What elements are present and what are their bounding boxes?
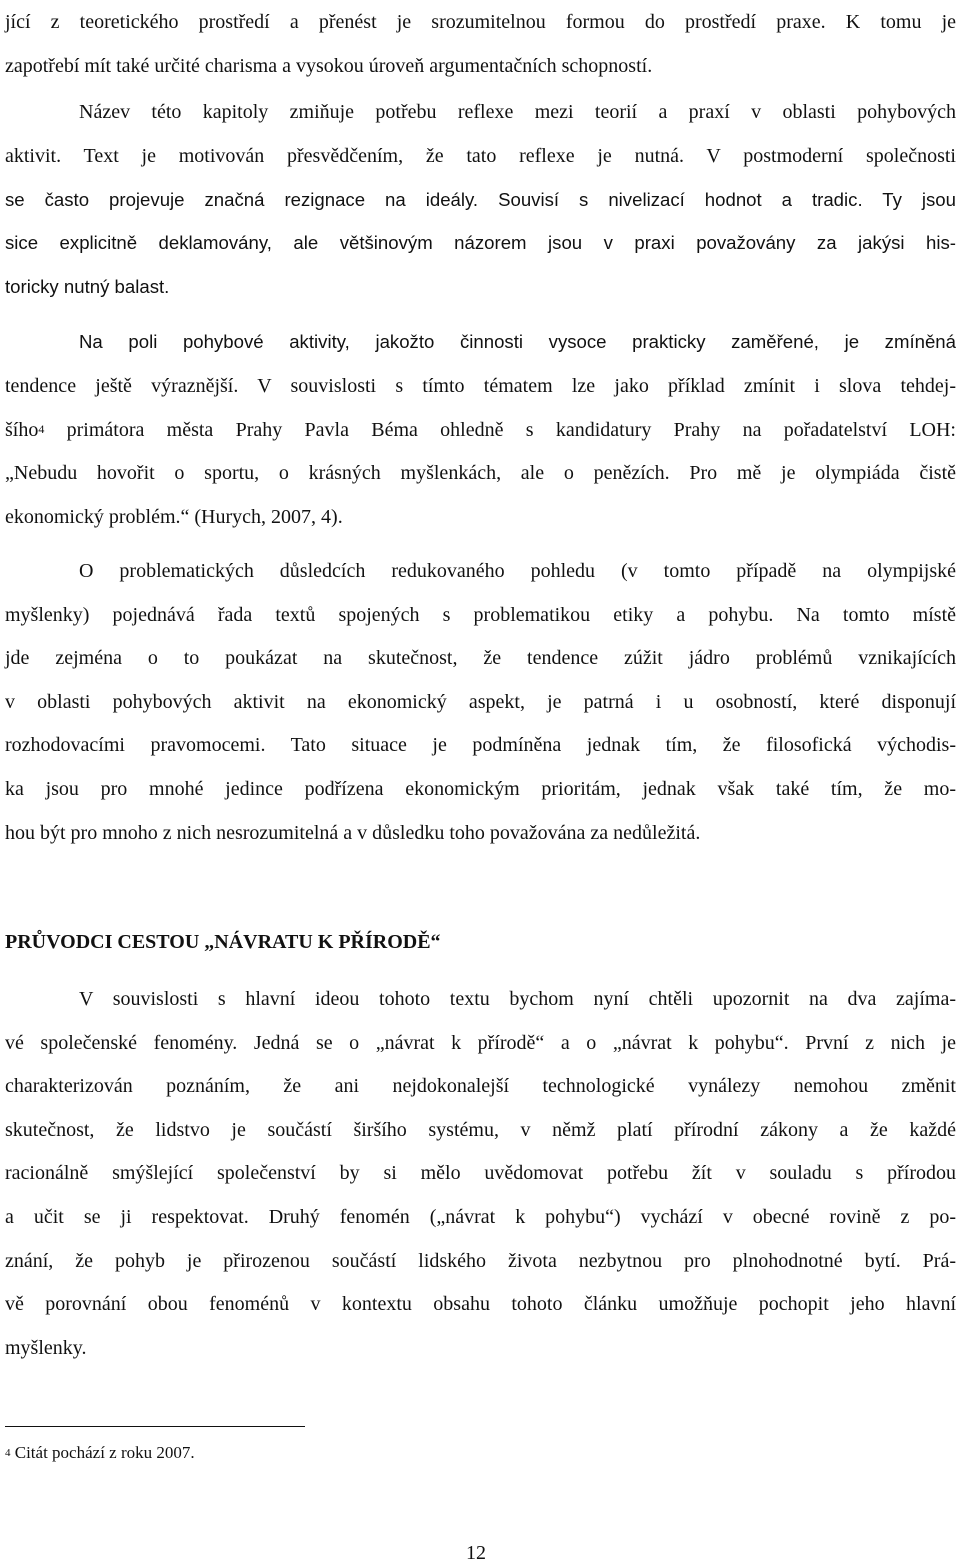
text-line: jící z teoretického prostředí a přenést je srozumitelnou formou do prostředí praxe. K tomu je — [5, 11, 956, 33]
text-line: myšlenky) pojednává řada textů spojených s problematikou etiky a pohybu. Na tomto místě — [5, 604, 956, 626]
footnote-separator — [5, 1426, 305, 1427]
text-line: hou být pro mnoho z nich nesrozumitelná a v důsledku toho považována za nedůležitá. — [5, 822, 701, 844]
text-line: se často projevuje značná rezignace na ideály. Souvisí s nivelizací hodnot a tradic. Ty jsou — [5, 189, 956, 210]
text-line: v oblasti pohybových aktivit na ekonomický aspekt, je patrná i u osobností, které disponují — [5, 691, 956, 713]
footnote-number: 4 — [5, 1447, 11, 1459]
text-line: O problematických důsledcích redukovaného pohledu (v tomto případě na olympijské — [79, 560, 956, 582]
text-line: jde zejména o to poukázat na skutečnost, že tendence zúžit jádro problémů vznikajících — [5, 647, 956, 669]
section-heading: PRŮVODCI CESTOU „NÁVRATU K PŘÍRODĚ“ — [5, 931, 441, 953]
footnote-text: Citát pochází z roku 2007. — [10, 1443, 195, 1462]
text-line: myšlenky. — [5, 1337, 87, 1359]
footnote — [5, 1441, 195, 1465]
text-line: ekonomický problém.“ (Hurych, 2007, 4). — [5, 506, 343, 528]
footnote-reference: 4 — [38, 422, 45, 436]
text-line: skutečnost, že lidstvo je součástí širšího systému, v němž platí přírodní zákony a že každé — [5, 1119, 956, 1141]
text-line — [5, 417, 956, 443]
text-line: znání, že pohyb je přirozenou součástí lidského života nezbytnou pro plnohodnotné bytí. Prá- — [5, 1250, 956, 1272]
text-line: V souvislosti s hlavní ideou tohoto textu bychom nyní chtěli upozornit na dva zajíma- — [79, 988, 956, 1010]
text-line: charakterizován poznáním, že ani nejdokonalejší technologické vynálezy nemohou změnit — [5, 1075, 956, 1097]
text-fragment: šího — [5, 419, 39, 441]
text-line: rozhodovacími pravomocemi. Tato situace je podmíněna jednak tím, že filosofická východis- — [5, 734, 956, 756]
text-fragment: primátora města Prahy Pavla Béma ohledně s kandidatury Prahy na pořadatelství LOH: — [44, 419, 956, 441]
text-line: aktivit. Text je motivován přesvědčením, že tato reflexe je nutná. V postmoderní společnosti — [5, 145, 956, 167]
text-line: vě porovnání obou fenoménů v kontextu obsahu tohoto článku umožňuje pochopit jeho hlavní — [5, 1293, 956, 1315]
text-line: toricky nutný balast. — [5, 276, 170, 297]
text-line: „Nebudu hovořit o sportu, o krásných myšlenkách, ale o penězích. Pro mě je olympiáda čistě — [5, 462, 956, 484]
text-line: sice explicitně deklamovány, ale většinovým názorem jsou v praxi považovány za jakýsi his- — [5, 232, 956, 253]
text-line: tendence ještě výraznější. V souvislosti s tímto tématem lze jako příklad zmínit i slova tehdej- — [5, 375, 956, 397]
text-line: racionálně smýšlející společenství by si mělo uvědomovat potřebu žít v souladu s přírodou — [5, 1162, 956, 1184]
text-line: vé společenské fenomény. Jedná se o „návrat k přírodě“ a o „návrat k pohybu“. První z nich je — [5, 1032, 956, 1054]
text-line: ka jsou pro mnohé jedince podřízena ekonomickým prioritám, jednak však také tím, že mo- — [5, 778, 956, 800]
page-number: 12 — [466, 1542, 486, 1564]
text-line: a učit se ji respektovat. Druhý fenomén („návrat k pohybu“) vychází v obecné rovině z po- — [5, 1206, 956, 1228]
text-line: zapotřebí mít také určité charisma a vysokou úroveň argumentačních schopností. — [5, 55, 653, 77]
text-line: Na poli pohybové aktivity, jakožto činnosti vysoce prakticky zaměřené, je zmíněná — [79, 331, 956, 352]
text-line: Název této kapitoly zmiňuje potřebu reflexe mezi teorií a praxí v oblasti pohybových — [79, 101, 956, 123]
